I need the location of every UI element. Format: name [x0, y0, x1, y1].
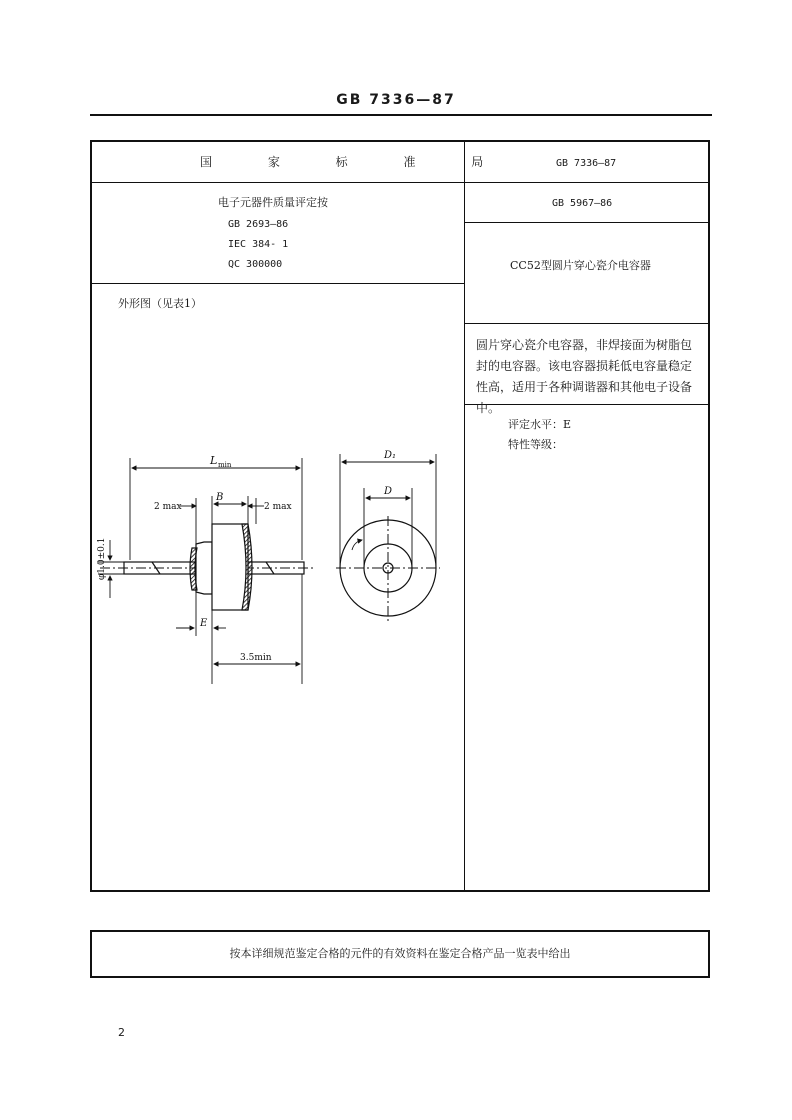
basis-ref-iec: IEC 384- 1 — [228, 239, 289, 250]
footer-note: 按本详细规范鉴定合格的元件的有效资料在鉴定合格产品一览表中给出 — [229, 947, 571, 960]
header-rule — [90, 114, 712, 116]
outline-drawing — [96, 440, 456, 690]
left-divider-1 — [90, 182, 464, 183]
dim-label-lead-diameter: φ1.0±0.1 — [97, 537, 107, 580]
outline-drawing-label: 外形图（见表1） — [118, 297, 202, 310]
dim-label-d1: D₁ — [384, 450, 397, 461]
issuing-agency: 国 家 标 准 局 — [200, 155, 510, 169]
right-divider-1 — [464, 182, 710, 183]
sectional-spec-number: GB 5967—86 — [552, 198, 613, 209]
assessment-basis-title: 电子元器件质量评定按 — [218, 196, 328, 209]
document-header-title: GB 7336—87 — [336, 92, 456, 108]
dim-label-2max-left: 2 max — [154, 502, 182, 512]
dim-label-2max-right: 2 max — [264, 502, 292, 512]
basis-ref-qc: QC 300000 — [228, 259, 283, 270]
right-divider-2 — [464, 222, 710, 223]
characteristic-class: 特性等级： — [508, 438, 563, 451]
assessment-level: 评定水平：E — [508, 418, 572, 431]
right-divider-3 — [464, 323, 710, 324]
resin-coating — [196, 542, 212, 594]
dim-label-l-sub: min — [218, 461, 232, 469]
dim-label-b: B — [216, 492, 224, 503]
dim-label-l: L — [210, 454, 218, 467]
product-description: 圆片穿心瓷介电容器，非焊接面为树脂包封的电容器。该电容器损耗低电容量稳定性高，适用于各种调谐器和其他电子设备中。 — [476, 338, 693, 415]
page-number: 2 — [118, 1026, 125, 1039]
ceramic-disc — [212, 524, 248, 610]
left-divider-2 — [90, 283, 464, 284]
side-view — [100, 524, 314, 610]
dim-label-e: E — [200, 618, 208, 629]
front-view — [336, 516, 440, 624]
column-divider — [464, 140, 465, 892]
product-title: CC52型圆片穿心瓷介电容器 — [510, 259, 651, 272]
dim-label-d: D — [384, 486, 393, 497]
standard-number: GB 7336—87 — [556, 158, 617, 169]
dim-label-3-5min: 3.5min — [240, 653, 272, 663]
basis-ref-gb: GB 2693—86 — [228, 219, 289, 230]
